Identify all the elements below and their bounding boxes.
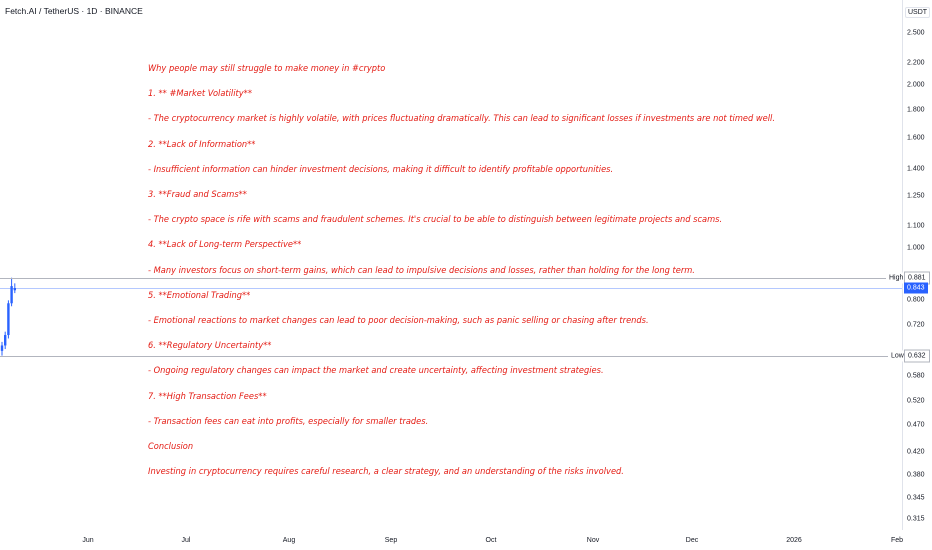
time-tick-label: Feb	[890, 537, 904, 544]
candle-body	[1, 345, 3, 350]
price-tick-label: 0.470	[907, 421, 925, 429]
price-tick-label: 1.400	[907, 165, 925, 173]
high-line	[0, 278, 902, 279]
price-tick-label: 0.420	[907, 448, 925, 455]
price-tick-label: 1.600	[907, 134, 925, 142]
price-tick-label: 1.800	[907, 106, 925, 114]
price-tick-label: 2.200	[907, 59, 925, 67]
time-tick-label: Nov	[586, 537, 600, 544]
time-tick-label: Jul	[181, 537, 191, 544]
symbol-title[interactable]: Fetch.AI / TetherUS · 1D · BINANCE	[5, 6, 143, 16]
price-tick-label: 0.720	[907, 321, 925, 329]
price-tick-label: 0.800	[907, 296, 925, 304]
high-value-badge: 0.881	[904, 271, 930, 284]
price-tick-label: 1.250	[907, 192, 925, 200]
low-label: Low	[888, 350, 907, 361]
low-line	[0, 356, 902, 357]
price-tick-label: 0.580	[907, 372, 925, 380]
note-line: 5. **Emotional Trading**	[148, 290, 251, 301]
currency-label[interactable]: USDT	[905, 7, 930, 18]
note-line: - Ongoing regulatory changes can impact the market and create uncertainty, affecting investment strategies.	[148, 366, 604, 377]
time-tick-label: Aug	[282, 537, 296, 544]
time-axis[interactable]	[0, 530, 902, 550]
time-tick-label: 2026	[786, 537, 802, 544]
price-tick-label: 2.000	[907, 81, 925, 89]
current-price-line	[0, 288, 902, 289]
price-tick-label: 1.100	[907, 222, 925, 230]
note-line: 6. **Regulatory Uncertainty**	[148, 341, 272, 352]
note-line: Investing in cryptocurrency requires careful research, a clear strategy, and an understanding of the risks involved.	[148, 467, 624, 478]
note-line: 4. **Lack of Long-term Perspective**	[148, 240, 302, 251]
candle-body	[7, 303, 9, 335]
time-tick-label: Jun	[82, 537, 94, 544]
price-tick-label: 0.380	[907, 471, 925, 479]
note-line: - The cryptocurrency market is highly volatile, with prices fluctuating dramatically. This can lead to significant losses if investments are not timed well.	[148, 114, 775, 125]
note-line: 2. **Lack of Information**	[148, 139, 256, 150]
time-tick-label: Dec	[685, 537, 699, 544]
candle-body	[4, 335, 6, 345]
current-price-badge: 0.843	[904, 283, 928, 294]
time-tick-label: Oct	[485, 537, 497, 544]
note-line: - The crypto space is rife with scams and fraudulent schemes. It's crucial to be able to distinguish between legitimate projects and scams.	[148, 215, 723, 226]
low-value-badge: 0.632	[904, 349, 930, 362]
price-tick-label: 0.520	[907, 397, 925, 405]
price-tick-label: 1.000	[907, 244, 925, 252]
note-line: - Insufficient information can hinder investment decisions, making it difficult to identify profitable opportunities.	[148, 164, 614, 175]
note-line: - Transaction fees can eat into profits, especially for smaller trades.	[148, 416, 429, 427]
note-line: 7. **High Transaction Fees**	[148, 391, 267, 402]
price-tick-label: 2.500	[907, 29, 925, 37]
price-tick-label: 0.315	[907, 515, 925, 523]
note-line: 1. ** #Market Volatility**	[148, 89, 252, 100]
high-label: High	[886, 272, 906, 283]
note-line: - Many investors focus on short-term gains, which can lead to impulsive decisions and losses, rather than holding for the long term.	[148, 265, 695, 276]
note-line: Conclusion	[148, 442, 194, 452]
price-tick-label: 0.345	[907, 494, 925, 502]
note-line: 3. **Fraud and Scams**	[148, 190, 247, 200]
note-line: - Emotional reactions to market changes can lead to poor decision-making, such as panic selling or chasing after trends.	[148, 316, 649, 326]
note-line: Why people may still struggle to make money in #crypto	[148, 64, 386, 74]
time-tick-label: Sep	[384, 537, 398, 544]
